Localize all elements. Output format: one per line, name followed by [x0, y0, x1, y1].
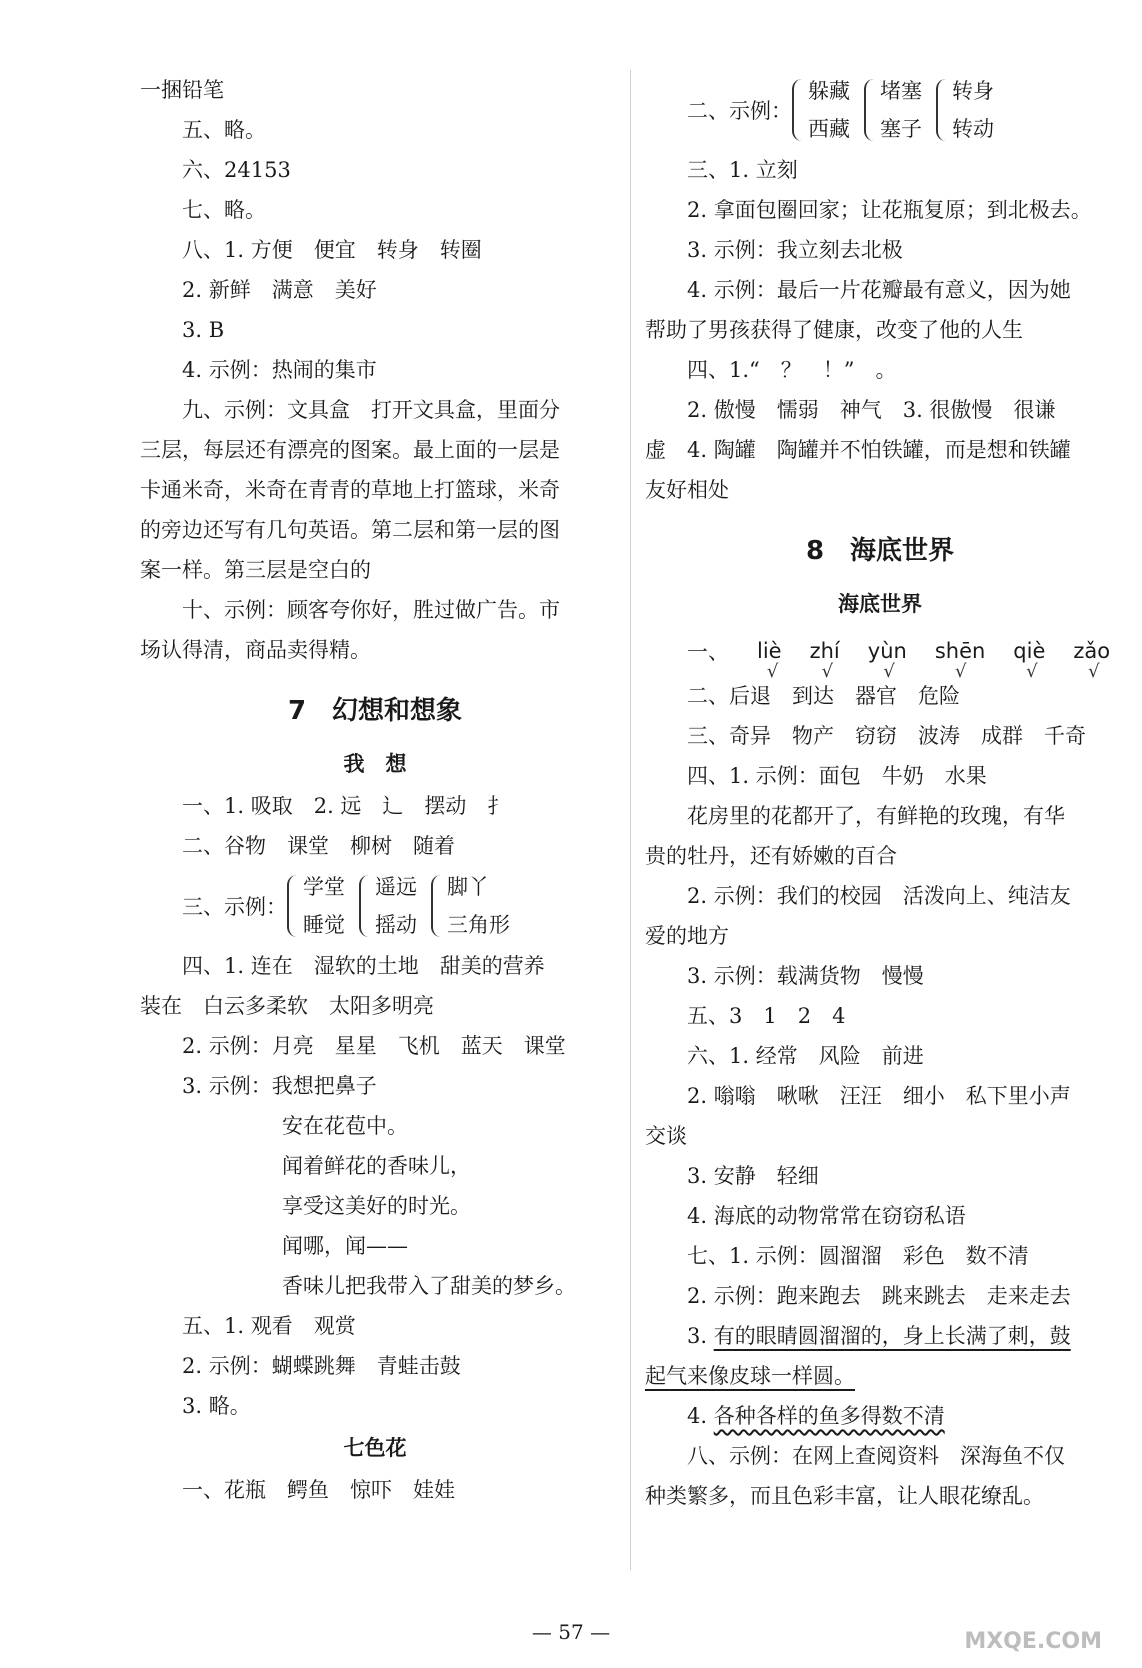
answer-line: 四、1.“ ？ ！” 。 — [687, 358, 897, 382]
brace-item: 塞子 — [880, 117, 922, 141]
answer-line: 装在 白云多柔软 太阳多明亮 — [140, 994, 434, 1018]
question-label: 一、 — [687, 640, 729, 664]
brace-item: 脚丫 — [447, 875, 489, 899]
answer-line: 友好相处 — [645, 478, 729, 502]
answer-line: 卡通米奇，米奇在青青的草地上打篮球，米奇 — [140, 478, 560, 502]
answer-line: 2. 示例：蝴蝶跳舞 青蛙击鼓 — [182, 1354, 461, 1378]
answer-line: 虚 4. 陶罐 陶罐并不怕铁罐，而是想和铁罐 — [645, 438, 1071, 462]
unit-title: 8 海底世界 — [805, 536, 955, 566]
answer-line: 八、示例：在网上查阅资料 深海鱼不仅 — [687, 1444, 1065, 1468]
brace-icon — [287, 875, 299, 937]
answer-line: 帮助了男孩获得了健康，改变了他的人生 — [645, 318, 1023, 342]
brace-icon — [864, 79, 876, 141]
brace-group — [431, 868, 510, 944]
answer-line: 3. 示例：载满货物 慢慢 — [687, 964, 924, 988]
pinyin-item: liè √ — [757, 639, 782, 682]
answer-line: 三、奇异 物产 窃窃 波涛 成群 千奇 — [687, 724, 1086, 748]
lesson-title: 我 想 — [343, 752, 407, 776]
pinyin-item: zǎo √ — [1073, 639, 1111, 682]
answer-line: 八、1. 方便 便宜 转身 转圈 — [182, 238, 482, 262]
brace-item: 遥远 — [375, 875, 417, 899]
pinyin-answer — [645, 626, 1115, 682]
answer-line: 四、1. 示例：面包 牛奶 水果 — [687, 764, 987, 788]
answer-line: 花房里的花都开了，有鲜艳的玫瑰，有华 — [687, 804, 1065, 828]
lesson-title: 七色花 — [343, 1436, 407, 1460]
answer-line: 七、1. 示例：圆溜溜 彩色 数不清 — [687, 1244, 1029, 1268]
brace-item: 躲藏 — [808, 79, 850, 103]
underlined-answer: 有的眼睛圆溜溜的，身上长满了刺，鼓 — [713, 1324, 1071, 1348]
answer-line: 2. 新鲜 满意 美好 — [182, 278, 377, 302]
brace-item: 学堂 — [303, 875, 345, 899]
brace-item: 三角形 — [447, 913, 510, 937]
answer-line: 2. 示例：月亮 星星 飞机 蓝天 课堂 — [182, 1034, 566, 1058]
check-icon: √ — [821, 661, 834, 682]
answer-line: 种类繁多，而且色彩丰富，让人眼花缭乱。 — [645, 1484, 1044, 1508]
underlined-answer: 起气来像皮球一样圆。 — [645, 1364, 855, 1388]
answer-line: 4. 海底的动物常常在窃窃私语 — [687, 1204, 966, 1228]
right-column — [645, 70, 1115, 1516]
answer-line: 交谈 — [645, 1124, 687, 1148]
answer-line: 2. 拿面包圈回家；让花瓶复原；到北极去。 — [687, 198, 1092, 222]
answer-line: 三层，每层还有漂亮的图案。最上面的一层是 — [140, 438, 560, 462]
brace-group — [287, 868, 345, 944]
answer-line: 六、1. 经常 风险 前进 — [687, 1044, 924, 1068]
pinyin-item: zhí √ — [809, 639, 840, 682]
answer-line: 3. 示例：我想把鼻子 — [182, 1074, 377, 1098]
answer-line: 2. 示例：跑来跑去 跳来跳去 走来走去 — [687, 1284, 1071, 1308]
poem-line: 闻着鲜花的香味儿， — [282, 1154, 471, 1178]
answer-line — [645, 1396, 1115, 1436]
answer-line: 3. 略。 — [182, 1394, 251, 1418]
column-divider — [630, 70, 631, 1570]
answer-line: 一捆铅笔 — [140, 78, 224, 102]
answer-line: 案一样。第三层是空白的 — [140, 558, 371, 582]
poem-line: 享受这美好的时光。 — [282, 1194, 471, 1218]
brace-group — [864, 72, 922, 148]
answer-line: 七、略。 — [182, 198, 266, 222]
pinyin-item: yùn √ — [867, 639, 907, 682]
answer-line: 3. 安静 轻细 — [687, 1164, 819, 1188]
brace-item: 转动 — [952, 117, 994, 141]
poem-line: 闻哪，闻—— — [282, 1234, 408, 1258]
answer-line — [645, 1316, 1115, 1356]
check-icon: √ — [955, 661, 967, 682]
answer-line: 2. 傲慢 懦弱 神气 3. 很傲慢 很谦 — [687, 398, 1056, 422]
brace-group — [792, 72, 850, 148]
answer-line: 一、花瓶 鳄鱼 惊吓 娃娃 — [182, 1478, 455, 1502]
brace-icon — [431, 875, 443, 937]
brace-label: 二、示例： — [687, 99, 792, 123]
brace-item: 睡觉 — [303, 913, 345, 937]
answer-line: 五、1. 观看 观赏 — [182, 1314, 356, 1338]
answer-line: 3. B — [182, 318, 225, 342]
brace-answer — [140, 866, 610, 946]
brace-icon — [936, 79, 948, 141]
answer-line: 3. 示例：我立刻去北极 — [687, 238, 903, 262]
brace-group — [936, 72, 994, 148]
check-icon: √ — [883, 661, 895, 682]
answer-line: 二、后退 到达 器官 危险 — [687, 684, 960, 708]
brace-item: 转身 — [952, 79, 994, 103]
poem-line: 安在花苞中。 — [282, 1114, 408, 1138]
brace-icon — [359, 875, 371, 937]
answer-line: 四、1. 连在 湿软的土地 甜美的营养 — [182, 954, 545, 978]
answer-line: 2. 示例：我们的校园 活泼向上、纯洁友 — [687, 884, 1071, 908]
brace-label: 三、示例： — [182, 895, 287, 919]
answer-line: 2. 嗡嗡 啾啾 汪汪 细小 私下里小声 — [687, 1084, 1071, 1108]
brace-item: 摇动 — [375, 913, 417, 937]
answer-line: 三、1. 立刻 — [687, 158, 798, 182]
brace-item: 堵塞 — [880, 79, 922, 103]
pinyin-item: shēn √ — [934, 639, 986, 682]
unit-title: 7 幻想和想象 — [287, 696, 463, 726]
answer-line: 场认得清，商品卖得精。 — [140, 638, 371, 662]
poem-line: 香味儿把我带入了甜美的梦乡。 — [282, 1274, 576, 1298]
answer-line: 贵的牡丹，还有娇嫩的百合 — [645, 844, 897, 868]
check-icon: √ — [1026, 661, 1038, 682]
answer-line: 爱的地方 — [645, 924, 729, 948]
lesson-title: 海底世界 — [838, 592, 922, 616]
answer-line: 十、示例：顾客夸你好，胜过做广告。市 — [182, 598, 560, 622]
pinyin-item: qiè √ — [1013, 639, 1046, 682]
page-number: — 57 — — [531, 1620, 611, 1644]
item-number: 4. — [687, 1404, 714, 1428]
answer-line: 二、谷物 课堂 柳树 随着 — [182, 834, 455, 858]
left-column — [140, 70, 610, 1510]
answer-line: 九、示例：文具盒 打开文具盒，里面分 — [182, 398, 560, 422]
wavy-underlined-answer: 各种各样的鱼多得数不清 — [713, 1404, 945, 1428]
answer-line: 六、24153 — [182, 158, 291, 182]
check-icon: √ — [766, 661, 779, 682]
answer-line: 五、略。 — [182, 118, 266, 142]
answer-line: 一、1. 吸取 2. 远 辶 摆动 扌 — [182, 794, 509, 818]
brace-icon — [792, 79, 804, 141]
answer-line: 的旁边还写有几句英语。第二层和第一层的图 — [140, 518, 560, 542]
brace-item: 西藏 — [808, 117, 850, 141]
answer-line: 4. 示例：最后一片花瓣最有意义，因为她 — [687, 278, 1071, 302]
item-number: 3. — [687, 1324, 714, 1348]
answer-line: 五、3 1 2 4 — [687, 1004, 846, 1028]
brace-answer — [645, 70, 1115, 150]
answer-line: 4. 示例：热闹的集市 — [182, 358, 377, 382]
watermark-logo: MXQE.COM — [964, 1629, 1102, 1654]
check-icon: √ — [1088, 661, 1100, 682]
brace-group — [359, 868, 417, 944]
answer-line — [645, 1356, 1115, 1396]
